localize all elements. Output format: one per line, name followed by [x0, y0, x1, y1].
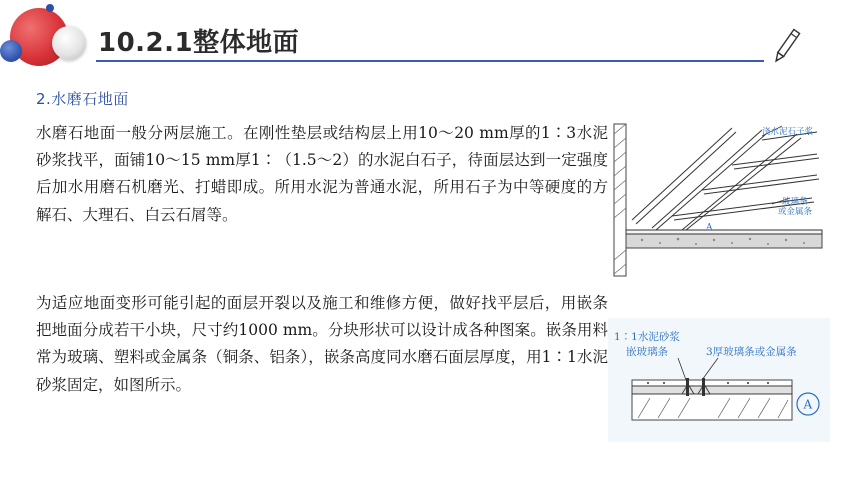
wall-section — [614, 124, 626, 276]
body-paragraph-1: 水磨石地面一般分两层施工。在刚性垫层或结构层上用10～20 mm厚的1∶3水泥砂浆找平，面铺10～15 mm厚1∶（1.5～2）的水泥白石子，待面层达到一定强度后加水用磨石机磨光、打蜡即成。所用水泥为普通水泥，所用石子为中等硬度的方解石、大理石、白云石屑等。 — [36, 124, 608, 224]
decor-blue-dot — [46, 4, 54, 12]
fig1-marker-a: A — [706, 223, 713, 233]
pencil-icon — [768, 26, 804, 66]
title-underline — [96, 60, 764, 62]
divider-strips — [626, 128, 822, 234]
decor-blue-circle — [0, 40, 22, 62]
section-subtitle: 2.水磨石地面 — [36, 90, 129, 108]
fig2-label-left-1: 1∶1水泥砂浆 — [614, 331, 680, 343]
body-paragraph-2: 为适应地面变形可能引起的面层开裂以及施工和维修方便，做好找平层后，用嵌条把地面分成若干小块，尺寸约1000 mm。分块形状可以设计成各种图案。嵌条用料常为玻璃、塑料或金属条（铜条、铝条），嵌条高度同水磨石面层厚度，用1∶1水泥砂浆固定，如图所示。 — [36, 294, 608, 394]
fig1-label-right-1: 玻璃条 — [782, 197, 808, 207]
fig1-label-right-2: 或金属条 — [778, 207, 813, 217]
fig2-marker-a: A — [803, 397, 813, 412]
page-title: 10.2.1整体地面 — [98, 28, 300, 58]
decor-gray-circle — [52, 26, 86, 60]
section-layers — [632, 378, 792, 420]
floor-slab — [626, 234, 822, 248]
fig2-label-left-2: 嵌玻璃条 — [626, 346, 668, 358]
fig1-label-top: 浇水泥石子浆 — [762, 127, 814, 137]
fig2-label-right: 3厚玻璃条或金属条 — [706, 346, 797, 358]
terrazzo-perspective-figure — [612, 120, 824, 280]
terrazzo-section-figure — [608, 318, 830, 442]
